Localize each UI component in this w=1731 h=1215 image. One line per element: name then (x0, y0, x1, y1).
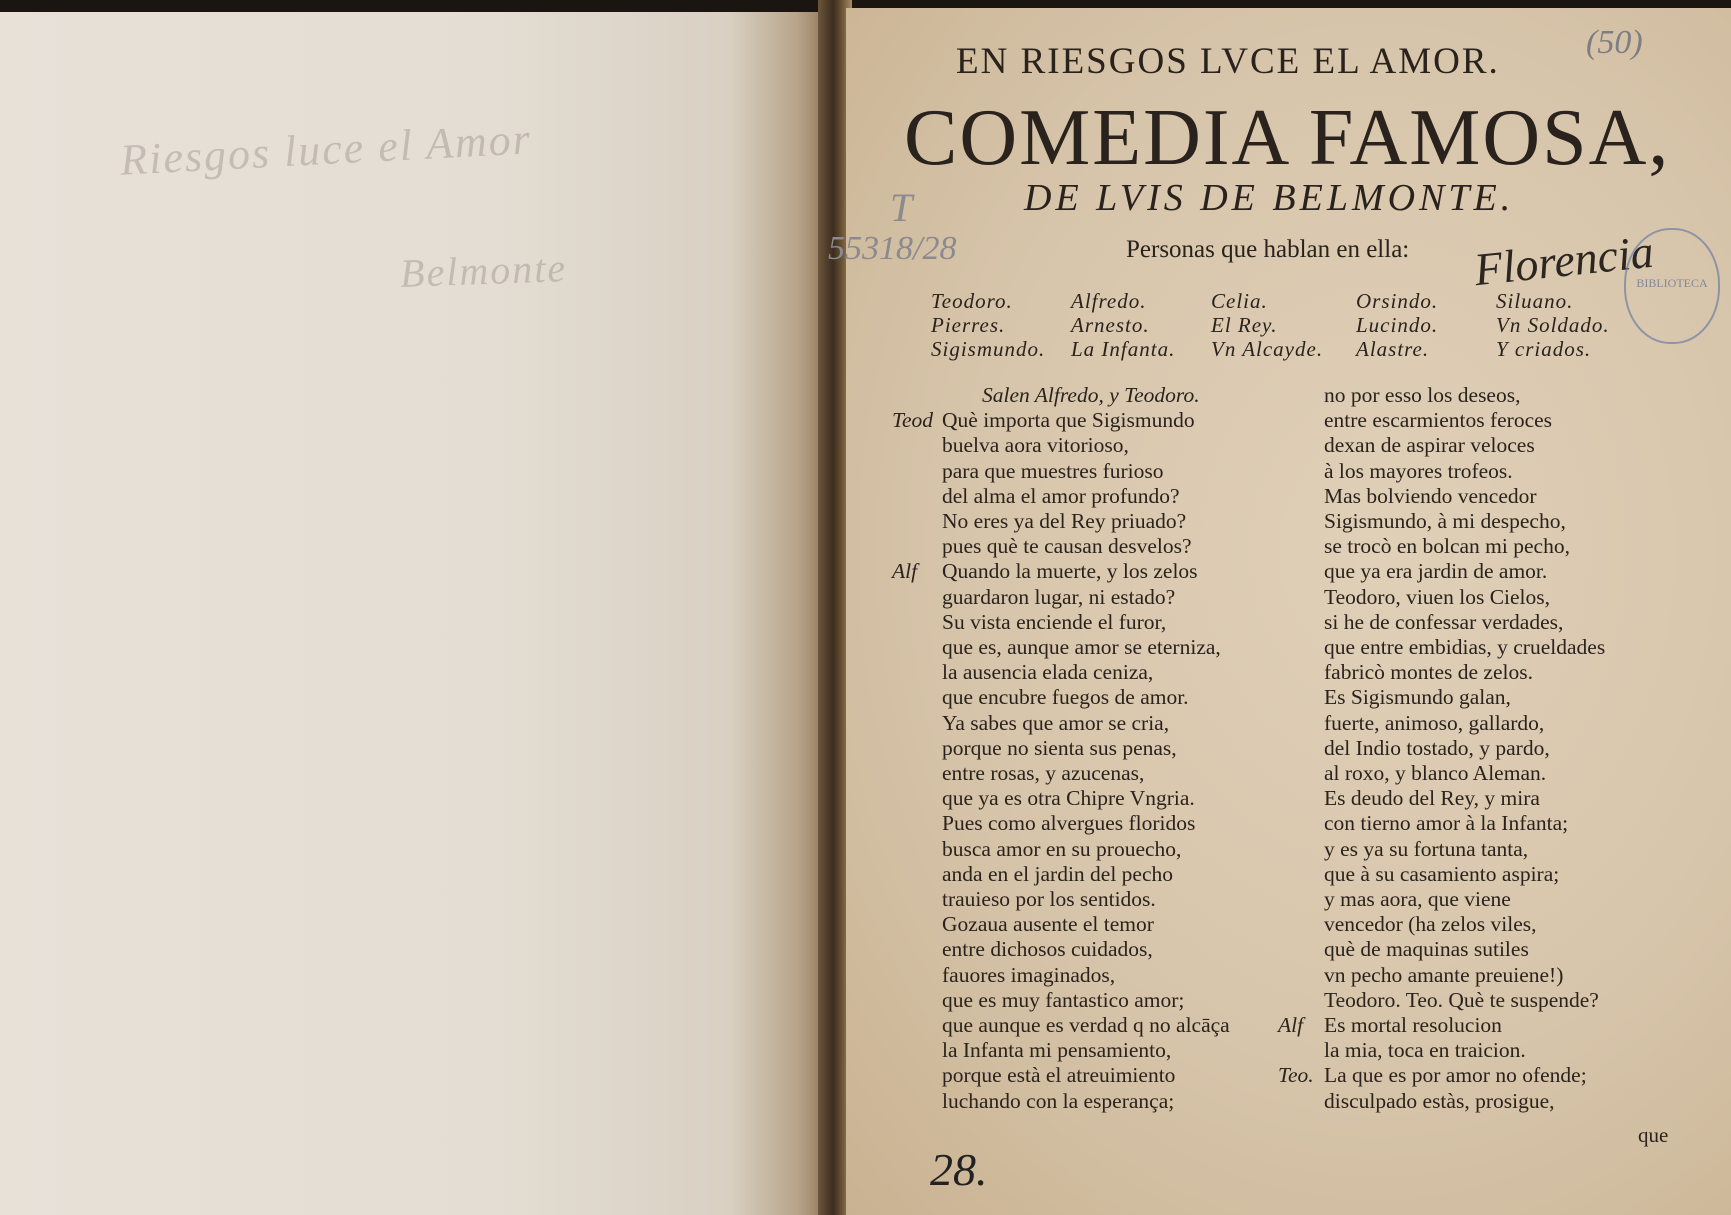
verse-text: Teodoro, viuen los Cielos, (1324, 584, 1551, 609)
comedia-heading: COMEDIA FAMOSA, (904, 94, 1671, 182)
verse-line (892, 559, 1230, 584)
persons-column-3 (1211, 289, 1351, 361)
verse-text: La que es por amor no ofende; (1324, 1063, 1587, 1088)
verse-text: No eres ya del Rey priuado? (942, 509, 1187, 534)
verse-line (942, 912, 1230, 937)
verse-line (1324, 635, 1605, 660)
verse-line (1324, 761, 1605, 786)
speaker-label: Teo. (1278, 1063, 1314, 1088)
verse-text: pues què te causan desvelos? (942, 534, 1192, 559)
verse-text: buelva aora vitorioso, (942, 433, 1129, 458)
verse-text: guardaron lugar, ni estado? (942, 584, 1176, 609)
verse-text: para que muestres furioso (942, 458, 1164, 483)
verse-text: Es Sigismundo galan, (1324, 685, 1511, 710)
verse-line (1324, 484, 1605, 509)
verse-line (942, 585, 1230, 610)
verse-line (942, 635, 1230, 660)
verse-line (1324, 988, 1605, 1013)
person-name: El Rey. (1211, 313, 1278, 337)
verse-text: vn pecho amante preuiene!) (1324, 962, 1564, 987)
verse-line (1324, 408, 1605, 433)
persons-heading: Personas que hablan en ella: (1126, 236, 1410, 263)
verse-text: porque està el atreuimiento (942, 1063, 1176, 1088)
verse-line (1324, 711, 1605, 736)
person-name: Pierres. (931, 313, 1006, 337)
verse-line (942, 1013, 1230, 1038)
verse-line (942, 862, 1230, 887)
verse-text: no por esso los deseos, (1324, 383, 1521, 407)
verse-line (942, 811, 1230, 836)
verse-text: y es ya su fortuna tanta, (1324, 836, 1529, 861)
verse-line (1324, 887, 1605, 912)
verse-text: fauores imaginados, (942, 962, 1116, 987)
verse-line (1324, 963, 1605, 988)
verse-line (1324, 559, 1605, 584)
verse-text: que entre embidias, y crueldades (1324, 635, 1606, 660)
verse-text: Gozaua ausente el temor (942, 912, 1154, 937)
show-through-text-1: Riesgos luce el Amor (119, 114, 533, 185)
verse-line (1324, 509, 1605, 534)
person-name: Lucindo. (1356, 313, 1439, 337)
person-name: Alfredo. (1071, 289, 1147, 313)
verse-line (942, 1038, 1230, 1063)
person-name: Vn Alcayde. (1211, 337, 1324, 361)
verse-line (1324, 685, 1605, 710)
persons-column-2 (1071, 289, 1211, 361)
verse-text: y mas aora, que viene (1324, 887, 1511, 912)
persons-column-5 (1496, 289, 1636, 361)
verse-text: Salen Alfredo, y Teodoro. (982, 383, 1200, 407)
show-through-text-2: Belmonte (399, 245, 568, 296)
verse-text: del alma el amor profundo? (942, 483, 1180, 508)
verse-line (1324, 383, 1605, 408)
verse-text: que es muy fantastico amor; (942, 987, 1185, 1012)
verse-text: entre dichosos cuidados, (942, 937, 1153, 962)
verse-line (942, 509, 1230, 534)
verse-text: Su vista enciende el furor, (942, 609, 1167, 634)
verse-text: que aunque es verdad q no alcāça (942, 1013, 1230, 1038)
title-page (828, 8, 1731, 1215)
verse-line (1278, 1013, 1605, 1038)
catchword: que (1638, 1123, 1669, 1147)
verse-line (1324, 736, 1605, 761)
left-blank-leaf (0, 12, 830, 1215)
verse-line (942, 786, 1230, 811)
verse-text: la Infanta mi pensamiento, (942, 1038, 1172, 1063)
person-name: Orsindo. (1356, 289, 1439, 313)
verse-line (942, 887, 1230, 912)
persons-column-4 (1356, 289, 1496, 361)
verse-text: Es deudo del Rey, y mira (1324, 786, 1540, 811)
verse-line (942, 711, 1230, 736)
verse-text: Pues como alvergues floridos (942, 811, 1196, 836)
verse-text: que ya es otra Chipre Vngria. (942, 786, 1195, 811)
verse-column-right (1278, 383, 1606, 1114)
verse-line (1324, 433, 1605, 458)
verse-text: la ausencia elada ceniza, (942, 660, 1154, 685)
verse-text: Teodoro. Teo. Què te suspende? (1324, 987, 1599, 1012)
verse-text: que à su casamiento aspira; (1324, 861, 1560, 886)
verse-line (942, 1089, 1230, 1114)
library-stamp (1624, 228, 1720, 344)
verse-line (1324, 459, 1605, 484)
verse-text: vencedor (ha zelos viles, (1324, 912, 1537, 937)
verse-text: la mia, toca en traicion. (1324, 1038, 1526, 1063)
verse-line (1324, 837, 1605, 862)
verse-text: què de maquinas sutiles (1324, 937, 1529, 962)
verse-line (1324, 534, 1605, 559)
verse-line (942, 937, 1230, 962)
verse-line (1324, 937, 1605, 962)
verse-line (942, 484, 1230, 509)
pencil-shelfmark-number: 55318/28 (828, 230, 957, 267)
verse-text: anda en el jardin del pecho (942, 861, 1174, 886)
pencil-page-number: (50) (1586, 24, 1643, 61)
verse-text: al roxo, y blanco Aleman. (1324, 761, 1547, 786)
verse-text: con tierno amor à la Infanta; (1324, 811, 1569, 836)
verse-line (942, 660, 1230, 685)
person-name: Arnesto. (1071, 313, 1150, 337)
person-name: La Infanta. (1071, 337, 1176, 361)
verse-text: si he de confessar verdades, (1324, 609, 1564, 634)
verse-text: disculpado estàs, prosigue, (1324, 1088, 1555, 1113)
verse-text: Ya sabes que amor se cria, (942, 710, 1170, 735)
verse-line (1324, 610, 1605, 635)
person-name: Celia. (1211, 289, 1268, 313)
person-name: Y criados. (1496, 337, 1592, 361)
author-line: DE LVIS DE BELMONTE. (1024, 177, 1515, 219)
speaker-label: Alf (892, 559, 918, 584)
verse-text: Què importa que Sigismundo (942, 408, 1195, 433)
verse-text: Es mortal resolucion (1324, 1013, 1502, 1038)
verse-line (892, 408, 1230, 433)
verse-text: que ya era jardin de amor. (1324, 559, 1548, 584)
verse-line (1324, 811, 1605, 836)
verse-line (1324, 1089, 1605, 1114)
verse-text: del Indio tostado, y pardo, (1324, 735, 1550, 760)
person-name: Sigismundo. (931, 337, 1046, 361)
verse-text: Mas bolviendo vencedor (1324, 483, 1537, 508)
verse-line (1278, 1063, 1605, 1088)
persons-column-1 (931, 289, 1071, 361)
verse-line (1324, 1038, 1605, 1063)
handwritten-folio-number: 28. (930, 1144, 988, 1195)
person-name: Vn Soldado. (1496, 313, 1610, 337)
verse-line (1324, 862, 1605, 887)
verse-line (942, 837, 1230, 862)
verse-line (942, 988, 1230, 1013)
verse-text: dexan de aspirar veloces (1324, 433, 1535, 458)
verse-line (942, 685, 1230, 710)
verse-text: fuerte, animoso, gallardo, (1324, 710, 1545, 735)
verse-line (1324, 660, 1605, 685)
play-title: EN RIESGOS LVCE EL AMOR. (956, 41, 1500, 82)
verse-column-left (892, 383, 1230, 1114)
verse-text: se trocò en bolcan mi pecho, (1324, 534, 1570, 559)
speaker-label: Teod (892, 408, 934, 433)
verse-line (942, 1063, 1230, 1088)
verse-line (942, 963, 1230, 988)
handwritten-signature: Florencia (1471, 225, 1656, 296)
pencil-shelfmark-t: T (890, 185, 913, 230)
verse-line (942, 534, 1230, 559)
person-name: Siluano. (1496, 289, 1574, 313)
verse-line (1324, 912, 1605, 937)
person-name: Teodoro. (931, 289, 1013, 313)
verse-line (942, 459, 1230, 484)
verse-line (1324, 585, 1605, 610)
speaker-label: Alf (1278, 1013, 1304, 1038)
verse-text: à los mayores trofeos. (1324, 458, 1513, 483)
verse-line (942, 610, 1230, 635)
verse-text: luchando con la esperança; (942, 1088, 1175, 1113)
stamp-text: BIBLIOTECA (1636, 276, 1708, 290)
stage-direction (942, 383, 1230, 408)
verse-text: entre escarmientos feroces (1324, 408, 1553, 433)
verse-text: busca amor en su prouecho, (942, 836, 1182, 861)
verse-text: Quando la muerte, y los zelos (942, 559, 1198, 584)
verse-text: que encubre fuegos de amor. (942, 685, 1189, 710)
verse-line (942, 736, 1230, 761)
verse-line (1324, 786, 1605, 811)
verse-line (942, 761, 1230, 786)
verse-text: trauieso por los sentidos. (942, 887, 1156, 912)
verse-text: que es, aunque amor se eterniza, (942, 635, 1221, 660)
verse-text: porque no sienta sus penas, (942, 735, 1177, 760)
verse-text: Sigismundo, à mi despecho, (1324, 509, 1566, 534)
person-name: Alastre. (1356, 337, 1430, 361)
verse-text: entre rosas, y azucenas, (942, 761, 1145, 786)
verse-text: fabricò montes de zelos. (1324, 660, 1533, 685)
verse-line (942, 433, 1230, 458)
